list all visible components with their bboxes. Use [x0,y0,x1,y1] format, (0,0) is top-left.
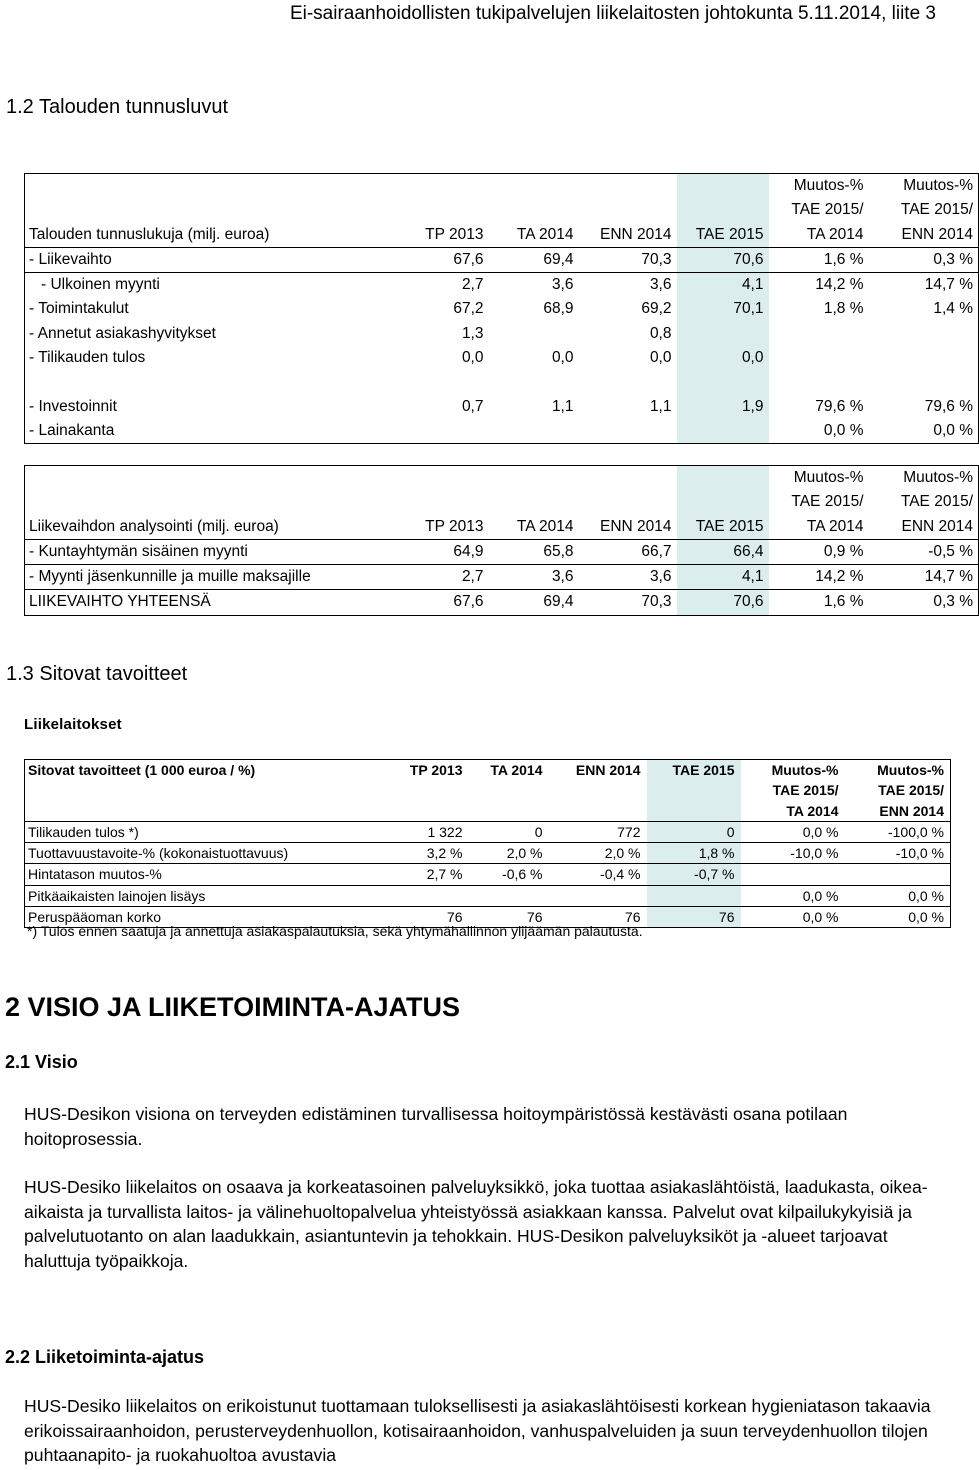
table-cell [25,780,373,800]
table-row [25,885,951,906]
table-cell: 0,0 [461,349,484,367]
table-cell: 0,3 % [869,590,979,615]
table-cell: 0,0 % [741,821,845,842]
table-cell [647,885,741,906]
table-cell [677,174,769,199]
table-cell [845,864,951,885]
table-row [25,273,979,298]
table-cell: -10,0 % [845,843,951,864]
table-cell: 0,0 % [741,907,845,928]
table-cell: 0,0 [551,349,574,367]
table-cell: 1 322 [373,821,469,842]
table-cell [25,198,365,222]
table-cell [25,370,365,394]
table-cell: 1,4 % [869,297,979,321]
table-cell: Tuottavuustavoite-% (kokonaistuottavuus) [25,843,373,864]
table-cell: ENN 2014 [579,515,677,540]
table-cell: 1,6 % [769,590,869,615]
table-cell [489,490,579,514]
table-cell [647,780,741,800]
table-cell: Pitkäaikaisten lainojen lisäys [25,885,373,906]
table-row [25,843,951,864]
table-cell: 4,1 [677,273,769,298]
table-cell [365,198,489,222]
section-heading-2-1: 2.1 Visio [5,1052,78,1072]
table-cell: 0,0 % [845,885,951,906]
table-cell [489,198,579,222]
table-cell: 0,7 [461,397,484,415]
table-cell: Tilikauden tulos *) [25,821,373,842]
table-cell: 0,0 [677,346,769,370]
table-footnote: *) Tulos ennen saatuja ja annettuja asiakaspalautuksia, sekä yhtymähallinnon ylijäämän palautusta. [27,923,643,939]
table-cell [489,322,579,346]
table-cell: 3,6 [551,276,574,294]
table-cell: 64,9 [365,539,489,564]
table-cell [769,370,869,394]
table-cell [549,885,647,906]
table-cell [677,419,769,444]
table-cell: TAE 2015 [677,223,769,248]
table-title: Liikevaihdon analysointi (milj. euroa) [25,515,365,540]
table-row [25,346,979,370]
table-cell [869,346,979,370]
table-cell [579,419,677,444]
table-cell [469,885,549,906]
table-cell: TAE 2015/ [845,780,951,800]
table-cell [469,801,549,822]
table-row [25,821,951,842]
table-cell: TA 2014 [489,515,579,540]
visio-paragraph-1: HUS-Desikon visiona on terveyden edistäminen turvallisessa hoitoympäristössä kestävästi osana potilaan hoitoprosessia. [24,1104,848,1149]
table-cell: Muutos-% [769,466,869,491]
table-cell: 76 [549,907,647,928]
table-row [25,419,979,444]
table-cell: TAE 2015/ [791,493,864,511]
table-cell [677,322,769,346]
table-cell: - Ulkoinen myynti [25,273,365,298]
table-cell: TP 2013 [365,515,489,540]
table-cell: Muutos-% [869,174,979,199]
table-cell: ENN 2014 [869,223,979,248]
table-cell: -10,0 % [741,843,845,864]
table-cell: 70,1 [677,297,769,321]
table-row [25,297,979,321]
visio-paragraph-2: HUS-Desiko liikelaitos on osaava ja korkeatasoinen palveluyksikkö, joka tuottaa asiakaslähtöistä, laadukasta, oikea-aikaista ja turvallista laitos- ja välinehuoltopalvelua yhteistyössä asiakkaan kanssa. Palvelut ovat kilpailukykyisiä ja palvelutuotanto on alan laadukkain, asiantuntevin ja tehokkain. HUS-Desikon palveluyksiköt ja -alueet tarjoavat haluttuja työpaikkoja. [24,1177,928,1271]
table-cell [549,780,647,800]
table-row [25,539,979,564]
table-cell: Hintatason muutos-% [25,864,373,885]
section-heading-2: 2 VISIO JA LIIKETOIMINTA-AJATUS [5,992,461,1022]
table-cell [489,174,579,199]
table-cell: - Annetut asiakashyvitykset [25,322,365,346]
table-cell: TA 2014 [769,515,869,540]
table-cell: 0,0 % [769,419,869,444]
table-cell: 0 [647,821,741,842]
financial-key-figures-table [24,173,979,444]
table-cell: Muutos-% [741,760,845,781]
table-cell [677,490,769,514]
table-cell: - Lainakanta [25,419,365,444]
table-cell [677,198,769,222]
table-cell: 14,7 % [869,273,979,298]
table-cell: 67,6 [365,590,489,615]
table-cell [769,322,869,346]
table-cell: 68,9 [543,300,574,318]
table-cell: TAE 2015/ [869,198,979,222]
table-cell: 14,2 % [769,565,869,590]
table-cell: 14,2 % [815,276,864,294]
table-cell: 0,0 % [869,419,979,444]
table-cell [579,466,677,491]
table-cell: Muutos-% [845,760,951,781]
table-cell: 66,7 [579,539,677,564]
table-cell [365,370,489,394]
document-header: Ei-sairaanhoidollisten tukipalvelujen liikelaitosten johtokunta 5.11.2014, liite 3 [289,3,936,24]
liiketoiminta-paragraph: HUS-Desiko liikelaitos on erikoistunut tuottamaan tuloksellisesti ja asiakaslähtöisesti korkean hygieniatason takaavia erikoissairaanhoidon, perusterveydenhuollon, kotisairaanhoidon, vanhuspalveluiden ja suun terveydenhuollon tilojen puhtaanapito- ja ruokahuoltoa avustavia [24,1396,931,1466]
table-cell: TA 2014 [489,223,579,248]
table-cell [373,801,469,822]
table-cell: ENN 2014 [845,801,951,822]
table-cell [365,466,489,491]
table-cell: TP 2013 [365,223,489,248]
table-cell: 65,8 [489,539,579,564]
table-cell: 0,9 % [769,539,869,564]
table-cell: 70,3 [579,590,677,615]
table-cell: 2,0 % [469,843,549,864]
table-cell: TA 2014 [769,223,869,248]
table-cell [489,419,579,444]
section-heading-2-2: 2.2 Liiketoiminta-ajatus [5,1347,205,1367]
table-cell [469,780,549,800]
table-cell: -100,0 % [845,821,951,842]
table-cell: 69,4 [489,590,579,615]
table-cell [741,864,845,885]
table-cell: 3,6 [579,565,677,590]
table-cell: 0,3 % [869,247,979,272]
table-cell: 3,6 [649,276,672,294]
table-cell: -0,6 % [469,864,549,885]
table-cell: 0,0 [649,349,672,367]
table-cell: TA 2014 [469,760,549,781]
table-cell: 70,3 [579,247,677,272]
table-cell: ENN 2014 [549,760,647,781]
table-cell [365,174,489,199]
table-cell [769,346,869,370]
table-cell: TP 2013 [373,760,469,781]
table-cell: 14,7 % [869,565,979,590]
table-cell [549,801,647,822]
table-cell: LIIKEVAIHTO YHTEENSÄ [25,590,365,615]
table-cell: 66,4 [677,539,769,564]
table-cell: - Myynti jäsenkunnille ja muille maksajille [25,565,365,590]
table-cell: - Tilikauden tulos [25,346,365,370]
table-cell: TAE 2015/ [791,201,864,219]
col-muutos-ta: Muutos-% [769,174,869,199]
section-heading-1-2: 1.2 Talouden tunnusluvut [6,96,229,118]
table-cell: 0,0 % [845,907,951,928]
table-cell [489,370,579,394]
table-cell: 70,6 [677,590,769,615]
table-cell: -0,5 % [869,539,979,564]
table-cell [869,370,979,394]
table-cell: 1,8 % [823,300,864,318]
table-cell: 1,1 [649,397,672,415]
table-cell: 0,8 [649,324,672,342]
table-cell: - Toimintakulut [25,297,365,321]
table-cell [579,174,677,199]
binding-targets-table [24,759,951,928]
table-cell: 1,9 [677,395,769,419]
table-cell [489,466,579,491]
table-cell: - Investoinnit [25,395,365,419]
table-cell: 69,2 [641,300,672,318]
table-row [25,864,951,885]
table-cell: TAE 2015 [677,515,769,540]
table-cell: 1,8 % [647,843,741,864]
table-cell [677,466,769,491]
table-row [25,590,979,615]
table-cell [25,490,365,514]
table-cell: Muutos-% [869,466,979,491]
table-cell: 79,6 % [815,397,864,415]
table-cell: TAE 2015 [647,760,741,781]
table-cell [579,198,677,222]
table-cell [373,885,469,906]
table-cell: 76 [373,907,469,928]
table-cell: 0 [469,821,549,842]
table-cell: ENN 2014 [869,515,979,540]
table-cell [373,780,469,800]
table-cell: -0,7 % [647,864,741,885]
table-cell: 2,7 [365,565,489,590]
revenue-analysis-table [24,465,979,616]
table-cell: Peruspääoman korko [25,907,373,928]
header-row [25,174,979,199]
table-cell: 76 [647,907,741,928]
table-cell: - Liikevaihto [25,247,365,272]
table-cell: 67,2 [453,300,484,318]
table-cell: 70,6 [677,247,769,272]
table-cell: -0,4 % [549,864,647,885]
table-title: Sitovat tavoitteet (1 000 euroa / %) [25,760,373,781]
table-cell: 1,3 [461,324,484,342]
table-cell: TA 2014 [741,801,845,822]
table-cell: TAE 2015/ [772,782,839,799]
table-row [25,247,979,272]
table-cell [25,174,365,199]
table-cell [677,370,769,394]
table-cell [365,419,489,444]
table-cell: 3,2 % [373,843,469,864]
table-cell [579,370,677,394]
table-cell: 76 [469,907,549,928]
table-row [25,395,979,419]
table-cell: 772 [549,821,647,842]
table-cell: 79,6 % [869,395,979,419]
table-cell: TAE 2015/ [869,490,979,514]
table-cell: 1,1 [551,397,574,415]
table-cell: 1,6 % [769,247,869,272]
section-heading-1-3: 1.3 Sitovat tavoitteet [6,663,188,685]
table-row [25,322,979,346]
table-cell: ENN 2014 [579,223,677,248]
table-cell: 69,4 [489,247,579,272]
table-cell: 2,0 % [549,843,647,864]
table-cell [25,466,365,491]
table-cell [579,490,677,514]
table-row [25,565,979,590]
table-cell: 67,6 [365,247,489,272]
table-cell [25,801,373,822]
table-cell [365,490,489,514]
table-cell: - Kuntayhtymän sisäinen myynti [25,539,365,564]
table-cell: 4,1 [677,565,769,590]
table-title: Talouden tunnuslukuja (milj. euroa) [25,223,365,248]
table-cell [869,322,979,346]
table-cell: 2,7 % [373,864,469,885]
table-cell: 0,0 % [741,885,845,906]
table-cell: 2,7 [461,276,484,294]
table-cell [647,801,741,822]
table-cell: 3,6 [489,565,579,590]
subheading-liikelaitokset: Liikelaitokset [24,716,122,733]
